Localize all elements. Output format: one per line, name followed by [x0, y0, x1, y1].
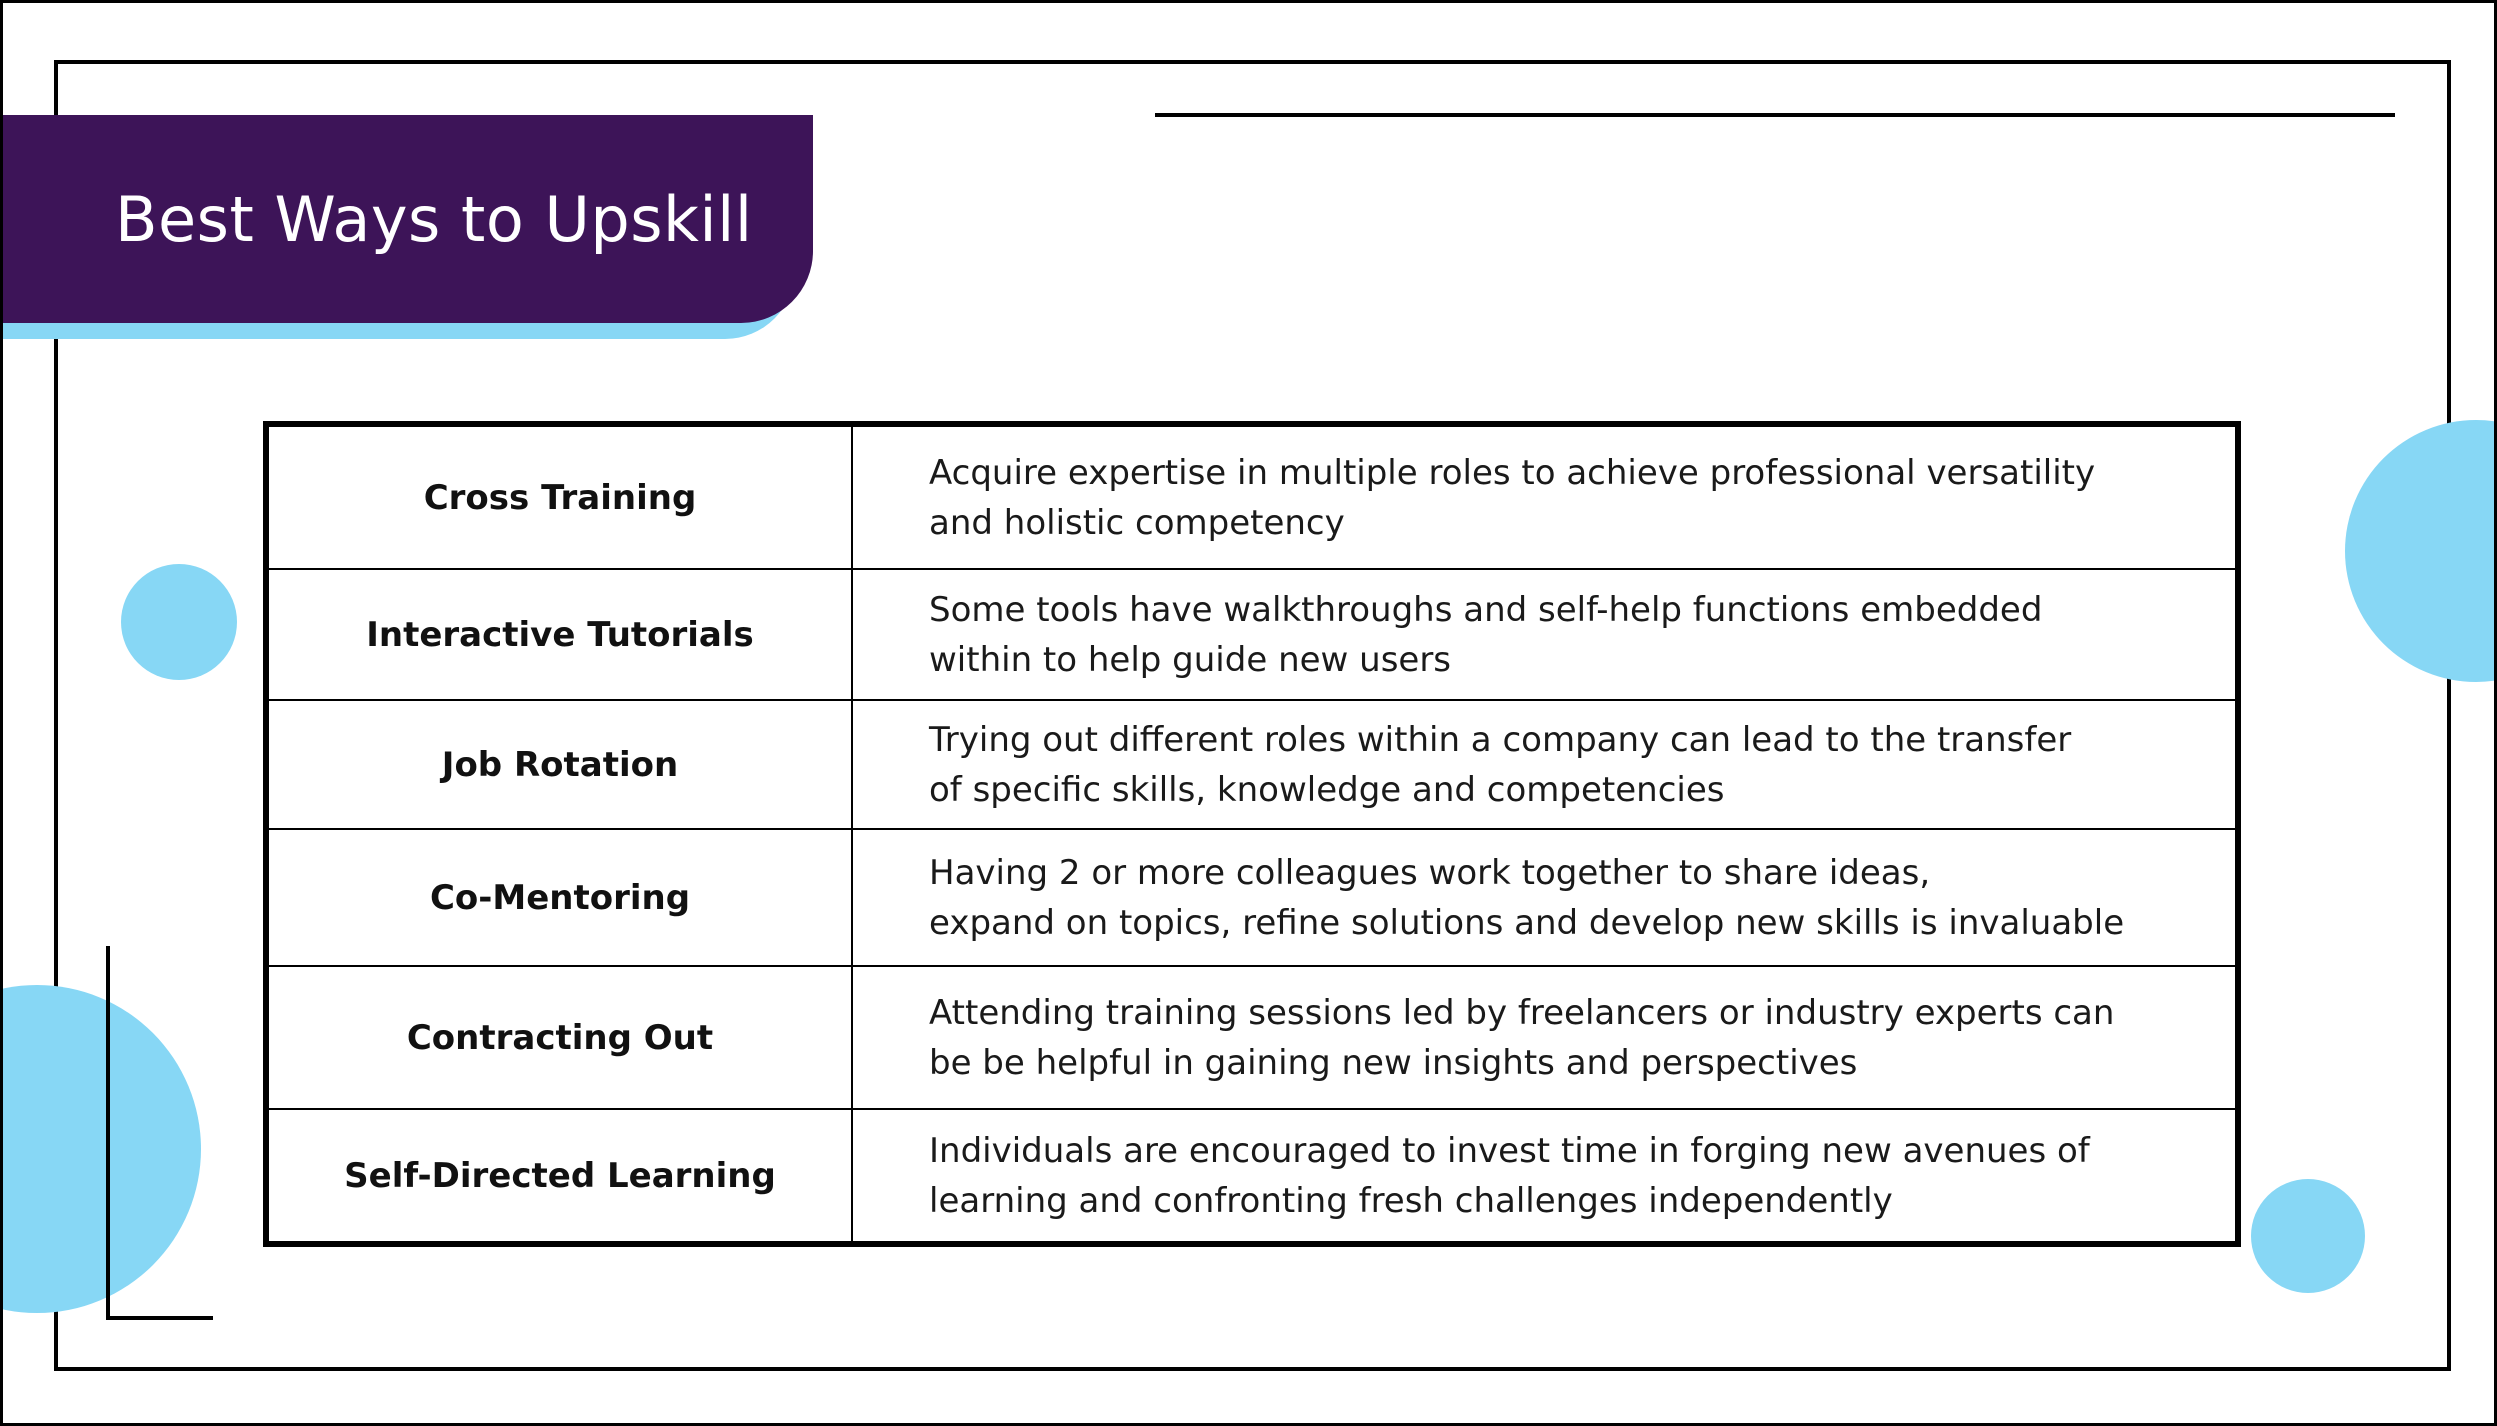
method-name: Cross Training [269, 427, 852, 569]
description-line: Having 2 or more colleagues work together to share ideas, [929, 852, 1931, 893]
page-title: Best Ways to Upskill [115, 182, 753, 256]
table-row [269, 829, 2235, 966]
description-line: expand on topics, refine solutions and develop new skills is invaluable [929, 902, 2125, 943]
method-name: Self-Directed Learning [269, 1109, 852, 1241]
method-description [852, 966, 2235, 1109]
decorative-circle-left [121, 564, 237, 680]
method-name: Contracting Out [269, 966, 852, 1109]
corner-line-horizontal [106, 1316, 213, 1320]
table-body [269, 427, 2235, 1241]
table-row [269, 966, 2235, 1109]
method-description [852, 700, 2235, 829]
upskill-table-grid [269, 427, 2235, 1241]
table-row [269, 1109, 2235, 1241]
description-line: Attending training sessions led by freelancers or industry experts can [929, 992, 2115, 1033]
method-name: Co-Mentoring [269, 829, 852, 966]
method-name: Job Rotation [269, 700, 852, 829]
corner-line-vertical [106, 946, 110, 1320]
title-banner [0, 115, 813, 323]
table-row [269, 569, 2235, 700]
description-line: Trying out different roles within a company can lead to the transfer [929, 719, 2072, 760]
table-row [269, 700, 2235, 829]
top-divider-line [1155, 113, 2395, 117]
method-description [852, 829, 2235, 966]
method-description [852, 427, 2235, 569]
table-row [269, 427, 2235, 569]
description-line: Some tools have walkthroughs and self-help functions embedded [929, 589, 2043, 630]
description-line: learning and confronting fresh challenges independently [929, 1180, 1893, 1221]
description-line: within to help guide new users [929, 639, 1452, 680]
description-line: and holistic competency [929, 502, 1345, 543]
description-line: Acquire expertise in multiple roles to achieve professional versatility [929, 452, 2096, 493]
decorative-circle-bottom-right [2251, 1179, 2365, 1293]
description-line: Individuals are encouraged to invest time in forging new avenues of [929, 1130, 2090, 1171]
upskill-table [263, 421, 2241, 1247]
method-name: Interactive Tutorials [269, 569, 852, 700]
method-description [852, 569, 2235, 700]
method-description [852, 1109, 2235, 1241]
description-line: of specific skills, knowledge and competencies [929, 769, 1725, 810]
description-line: be be helpful in gaining new insights and perspectives [929, 1042, 1858, 1083]
